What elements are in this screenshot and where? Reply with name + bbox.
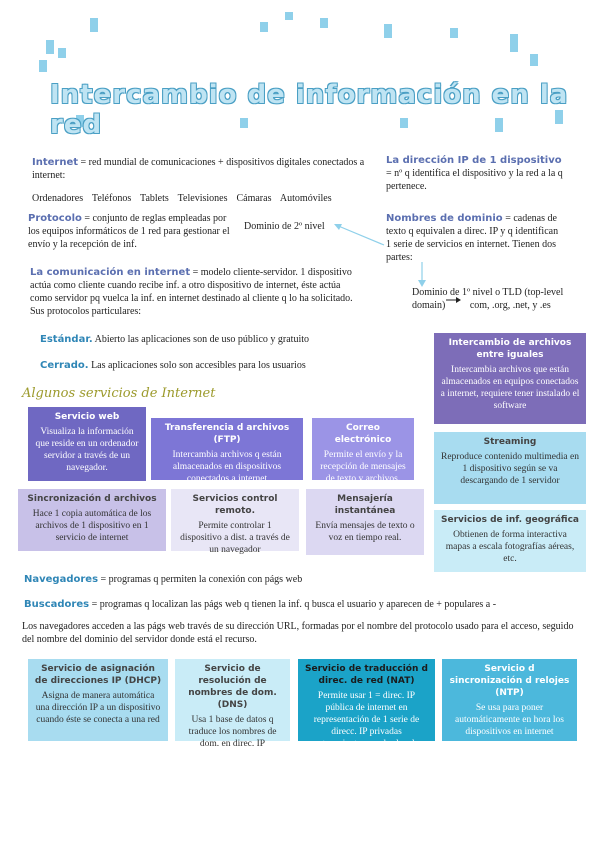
service-title: Transferencia d archivos (FTP)	[164, 423, 290, 445]
cerrado-def: Las aplicaciones solo son accesibles para los usuarios	[91, 360, 306, 371]
device-item: Televisiones	[177, 193, 228, 204]
dns-card	[175, 659, 290, 749]
dominio-1-line1: Dominio de 1º nivel o TLD (top-level	[412, 287, 564, 298]
buscadores-term: Buscadores	[24, 599, 90, 610]
dominio-1-line2	[412, 299, 592, 312]
service-desc: Asigna de manera automática una dirección IP a un dispositivo cuando éste se conecta a una red	[35, 691, 161, 725]
ntp-card	[442, 659, 577, 741]
dhcp-card	[28, 659, 168, 741]
dominio-1-extensions: com, .org, .net, y .es	[469, 300, 551, 311]
service-title: Intercambio de archivos entre iguales	[448, 338, 572, 360]
service-desc: Obtienen de forma interactiva mapas a escala fotografías aéreas, etc.	[445, 530, 575, 564]
navegadores-term: Navegadores	[24, 574, 99, 585]
device-item: Cámaras	[236, 193, 272, 204]
navegadores-def: = programas q permiten la conexión con págs web	[100, 574, 303, 585]
service-desc: Usa 1 base de datos q traduce los nombres de dom. en direc. IP	[188, 715, 277, 749]
service-sync-card	[18, 489, 166, 551]
service-title: Correo electrónico	[334, 423, 392, 445]
service-geo-card	[434, 510, 586, 572]
dominio-1-domain: domain)	[412, 300, 446, 311]
service-title: Mensajería instantánea	[334, 494, 396, 516]
estandar-item	[40, 333, 360, 346]
service-desc: Intercambia archivos que están almacenados en equipos conectados a internet, requiere tener instalado el software	[440, 365, 580, 411]
comunicacion-term: La comunicación en internet	[30, 267, 191, 278]
internet-def: = red mundial de comunicaciones + dispositivos digitales conectados a internet:	[32, 157, 365, 181]
service-title: Servicio web	[54, 412, 120, 422]
device-item: Automóviles	[279, 193, 332, 204]
service-desc: Permite el envío y la recepción de mensajes de texto y archivos.	[320, 450, 406, 484]
service-messaging-card	[306, 489, 424, 555]
cerrado-term: Cerrado.	[40, 360, 89, 371]
comunicacion-def: = modelo cliente-servidor. 1 dispositivo actúa como cliente cuando recibe inf. a otro dispositivo de internet, éste actúa como servidor pq vuelca la inf. en internet destinado al cliente q lo ha solicitado. Sus protocolos particulares:	[30, 267, 353, 317]
dominio-1-label	[412, 286, 592, 312]
service-title: Streaming	[483, 437, 537, 447]
url-paragraph: Los navegadores acceden a las págs web través de su dirección URL, formadas por el nombre del protocolo usado para el acceso, seguido del nombre del dominio del servidor donde está el recurso.	[22, 621, 574, 645]
service-desc: Envía mensajes de texto o voz en tiempo real.	[315, 521, 415, 543]
buscadores-def: = programas q localizan las págs web q tienen la inf. q busca el usuario y aparecen de + populares a -	[91, 599, 497, 610]
device-item: Teléfonos	[91, 193, 132, 204]
estandar-def: Abierto las aplicaciones son de uso público y gratuito	[94, 334, 310, 345]
device-item: Ordenadores	[32, 193, 84, 204]
nombres-dominio-definition	[386, 212, 564, 264]
service-desc: Visualiza la información que reside en un ordenador servidor a través de un navegador.	[35, 427, 139, 473]
direccion-ip-term: La dirección IP de 1 dispositivo	[386, 155, 562, 166]
device-item: Tablets	[140, 193, 169, 204]
service-streaming-card	[434, 432, 586, 504]
service-title: Sincronización d archivos	[27, 494, 157, 504]
internet-term: Internet	[32, 157, 79, 168]
service-desc: Se usa para poner automáticamente en hora los dispositivos en internet	[455, 703, 564, 737]
dominio-2-label: Dominio de 2º nivel	[244, 221, 325, 232]
page-title: Intercambio de información en la red	[50, 80, 569, 140]
service-desc: Permite controlar 1 dispositivo a dist. a través de un navegador	[180, 521, 290, 555]
nombres-def: = cadenas de texto q equivalen a direc. IP y q identifican 1 serie de servicios en internet. Tienen dos partes:	[386, 213, 559, 263]
cerrado-item	[40, 359, 360, 372]
service-title: Servicio de resolución de nombres de dom. (DNS)	[188, 664, 277, 710]
direccion-ip-def: = nº q identifica el dispositivo y la red a la q pertenece.	[386, 168, 563, 192]
nat-card	[298, 659, 435, 749]
service-ftp-card	[151, 418, 303, 484]
service-title: Servicio de asignación de direcciones IP (DHCP)	[34, 664, 162, 686]
service-desc: Hace 1 copia automática de los archivos de 1 dispositivo en 1 servicio de internet	[32, 509, 152, 543]
service-desc: Reproduce contenido multimedia en 1 dispositivo según se va descargando de 1 servidor	[441, 452, 579, 486]
service-web-card	[28, 407, 146, 481]
service-remote-card	[171, 489, 299, 555]
comunicacion-definition	[30, 266, 363, 318]
service-desc: Permite usar 1 = direc. IP pública de internet en representación de 1 serie de direcc. IP privadas pertenecientes a redes locales	[310, 691, 423, 749]
service-p2p-card	[434, 333, 586, 424]
service-title: Servicio de traducción d direc. de red (NAT)	[305, 664, 428, 686]
service-email-card	[312, 418, 414, 484]
service-desc: Intercambia archivos q están almacenados en dispositivos conectados a internet	[172, 450, 282, 484]
estandar-term: Estándar.	[40, 334, 93, 345]
navegadores-definition	[24, 573, 424, 586]
service-title: Servicios de inf. geográfica	[441, 515, 579, 525]
protocolo-term: Protocolo	[28, 213, 82, 224]
direccion-ip-definition	[386, 154, 564, 193]
protocolo-def: = conjunto de reglas empleadas por los equipos informáticos de 1 red para gestionar el envío y la recepción de inf.	[28, 213, 230, 250]
service-title: Servicios control remoto.	[192, 494, 278, 516]
service-title: Servicio d sincronización d relojes (NTP)	[449, 664, 570, 698]
nombres-term: Nombres de dominio	[386, 213, 503, 224]
section-title: Algunos servicios de Internet	[22, 386, 216, 401]
buscadores-definition	[24, 598, 584, 611]
